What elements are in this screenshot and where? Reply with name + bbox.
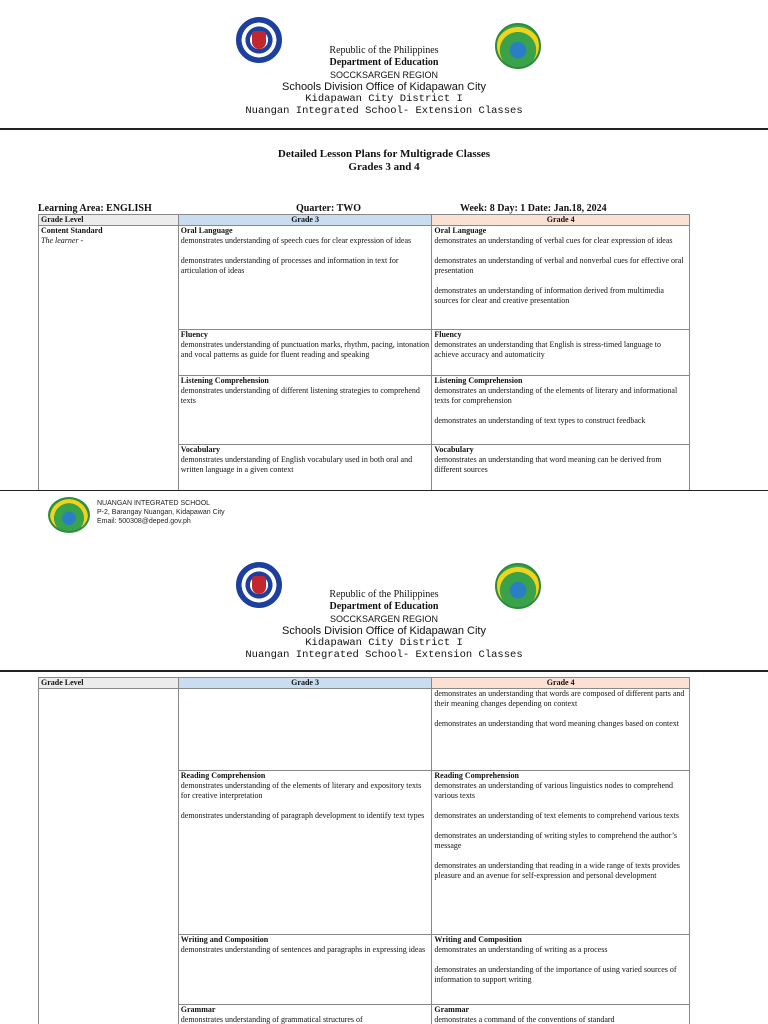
header-grade4: Grade 4 bbox=[432, 215, 690, 226]
school-line: Nuangan Integrated School- Extension Classes bbox=[245, 105, 523, 117]
content-standard-label: Content Standard bbox=[41, 226, 103, 235]
reading-g4: Reading Comprehension demonstrates an understanding of various linguistics nodes to comprehend various texts demonstrates an understanding of text elements to comprehend various texts demonstrates an understanding of writing styles to comprehend the author’s message demonstrates an understanding that reading in a wide range of texts provides pleasure and an avenue for self-expression and personal development bbox=[432, 771, 690, 935]
oral-language-g4: Oral Language demonstrates an understanding of verbal cues for clear expression of ideas demonstrates an understanding of verbal and nonverbal cues for effective oral presentation demonstrates an understanding of information derived from multimedia sources for clear and creative presentation bbox=[432, 226, 690, 330]
footer-text bbox=[97, 499, 225, 526]
learning-area: Learning Area: ENGLISH bbox=[38, 203, 152, 214]
region-line: SOCCKSARGEN REGION bbox=[329, 70, 439, 80]
writing-g3: Writing and Composition demonstrates understanding of sentences and paragraphs in expressing ideas bbox=[178, 935, 432, 1005]
oral-language-g3: Oral Language demonstrates understanding of speech cues for clear expression of ideas demonstrates understanding of processes and information in text for articulation of ideas bbox=[178, 226, 432, 330]
department-line: Department of Education bbox=[329, 57, 439, 68]
footer-email: Email: 500308@deped.gov.ph bbox=[97, 518, 191, 525]
learner-label: The learner - bbox=[41, 236, 84, 245]
division-line: Schools Division Office of Kidapawan City bbox=[281, 81, 486, 93]
footer-address: P-2, Barangay Nuangan, Kidapawan City bbox=[97, 509, 225, 516]
listening-g4: Listening Comprehension demonstrates an understanding of the elements of literary and informational texts for comprehension demonstrates an understanding of text types to construct feedback bbox=[432, 376, 690, 445]
vocabulary-g4: Vocabulary demonstrates an understanding that word meaning can be derived from different sources bbox=[432, 445, 690, 491]
grammar-g3: Grammar demonstrates understanding of grammatical structures of bbox=[178, 1005, 432, 1024]
header-rule bbox=[0, 128, 768, 130]
header-grade-level-p2: Grade Level bbox=[39, 678, 179, 689]
header-rule-page2 bbox=[0, 670, 768, 672]
header-grade-level: Grade Level bbox=[39, 215, 179, 226]
fluency-g3: Fluency demonstrates understanding of punctuation marks, rhythm, pacing, intonation and vocal patterns as guide for fluent reading and speaking bbox=[178, 330, 432, 376]
header-grade4-p2: Grade 4 bbox=[432, 678, 690, 689]
republic-line: Republic of the Philippines bbox=[329, 45, 439, 56]
grades-line: Grades 3 and 4 bbox=[348, 161, 420, 173]
vocabulary-g3: Vocabulary demonstrates understanding of English vocabulary used in both oral and written language in a given context bbox=[178, 445, 432, 491]
letterhead bbox=[0, 45, 768, 117]
week-day-date: Week: 8 Day: 1 Date: Jan.18, 2024 bbox=[460, 203, 607, 214]
header-grade3-p2: Grade 3 bbox=[178, 678, 432, 689]
footer-rule bbox=[0, 490, 768, 491]
listening-g3: Listening Comprehension demonstrates understanding of different listening strategies to comprehend texts bbox=[178, 376, 432, 445]
quarter: Quarter: TWO bbox=[296, 203, 362, 214]
vocabulary-g4-cont: demonstrates an understanding that words are composed of different parts and their meaning changes depending on context demonstrates an understanding that word meaning changes based on context bbox=[432, 689, 690, 771]
fluency-g4: Fluency demonstrates an understanding that English is stress-timed language to achieve accuracy and automaticity bbox=[432, 330, 690, 376]
document-title bbox=[0, 148, 768, 174]
footer-school-name: NUANGAN INTEGRATED SCHOOL bbox=[97, 500, 211, 507]
footer-school-logo bbox=[48, 497, 90, 533]
vocabulary-g3-cont bbox=[178, 689, 432, 771]
content-standard-cell-p2 bbox=[39, 689, 179, 1024]
reading-g3: Reading Comprehension demonstrates understanding of the elements of literary and expository texts for creative interpretation demonstrates understanding of paragraph development to identify text types bbox=[178, 771, 432, 935]
title-line: Detailed Lesson Plans for Multigrade Classes bbox=[277, 148, 491, 160]
content-standard-cell bbox=[39, 226, 179, 491]
district-line: Kidapawan City District I bbox=[305, 93, 463, 105]
header-grade3: Grade 3 bbox=[178, 215, 432, 226]
grammar-g4: Grammar demonstrates a command of the conventions of standard bbox=[432, 1005, 690, 1024]
letterhead-page2: Republic of the Philippines Department of Education SOCCKSARGEN REGION Schools Division Office of Kidapawan City Kidapawan City District I Nuangan Integrated School- Extension Classes bbox=[245, 589, 523, 661]
lesson-table-page1 bbox=[38, 214, 690, 491]
lesson-table-page2 bbox=[38, 677, 690, 1024]
writing-g4: Writing and Composition demonstrates an understanding of writing as a process demonstrates an understanding of the importance of using varied sources of information to support writing bbox=[432, 935, 690, 1005]
